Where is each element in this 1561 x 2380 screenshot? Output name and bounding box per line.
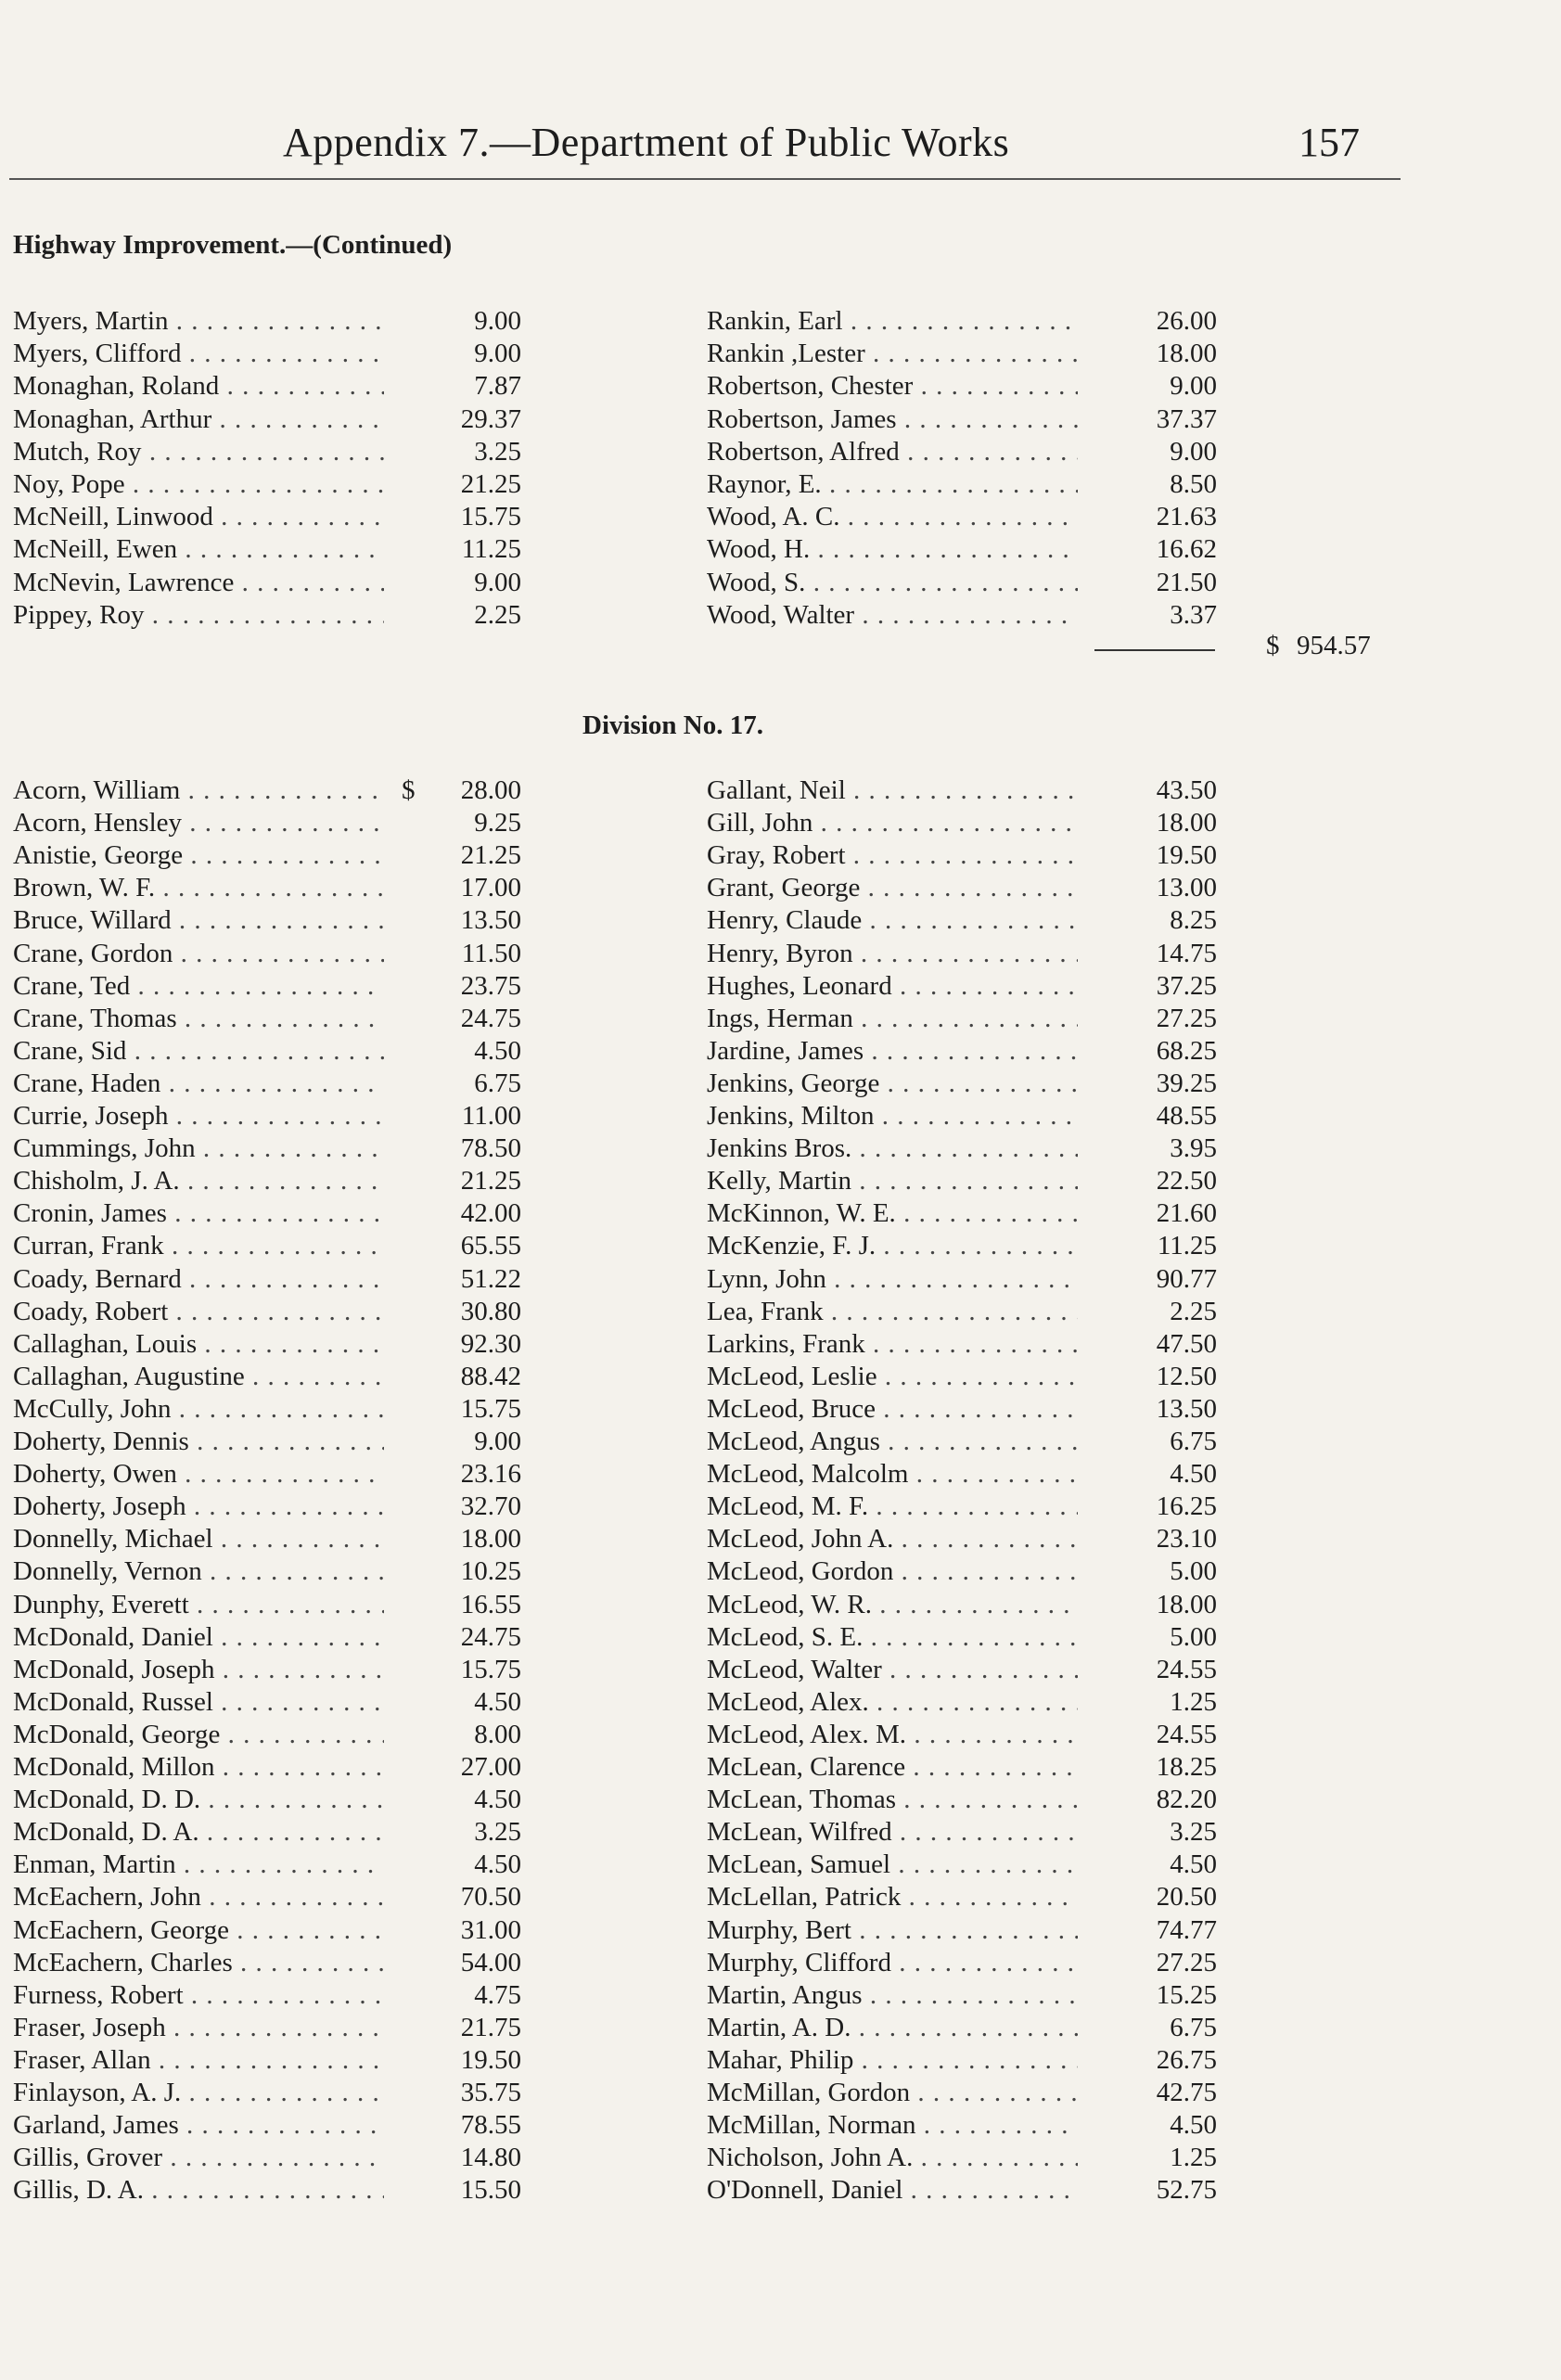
left-name: McEachern, John . . . [13, 1882, 384, 1913]
table-row [0, 775, 1561, 808]
table-row [0, 1720, 1561, 1752]
left-amount: 19.50 [460, 2044, 521, 2075]
right-name: McLeod, Bruce . . . [707, 1394, 1078, 1425]
left-amount: 3.25 [474, 436, 521, 467]
table-row [0, 1590, 1561, 1622]
table-row [0, 1166, 1561, 1198]
left-name: McDonald, George . . . [13, 1720, 384, 1750]
right-amount: 13.50 [1156, 1393, 1217, 1424]
left-amount: 21.25 [460, 469, 521, 499]
table-row [0, 1655, 1561, 1687]
right-amount: 16.25 [1156, 1491, 1217, 1522]
right-name: O'Donnell, Daniel . . . [707, 2175, 1078, 2206]
right-amount: 26.00 [1156, 306, 1217, 336]
table-row [0, 502, 1561, 534]
table-row [0, 1980, 1561, 2013]
left-amount: 9.00 [474, 567, 521, 597]
left-name: Fraser, Joseph . . . [13, 2013, 384, 2043]
left-name: Callaghan, Louis . . . [13, 1329, 384, 1360]
left-amount: 28.00 [460, 775, 521, 805]
table-row [0, 1362, 1561, 1394]
right-amount: 3.37 [1170, 599, 1217, 630]
right-amount: 5.00 [1170, 1621, 1217, 1652]
table-row [0, 469, 1561, 502]
left-name: Doherty, Owen . . . [13, 1459, 384, 1490]
left-name: Mutch, Roy . . . [13, 437, 384, 467]
table-row [0, 1915, 1561, 1948]
left-name: Myers, Martin . . . [13, 306, 384, 337]
left-amount: 15.75 [460, 1654, 521, 1684]
right-name: Nicholson, John A. . . . [707, 2143, 1078, 2173]
left-amount: 88.42 [460, 1361, 521, 1391]
left-amount: 78.50 [460, 1133, 521, 1164]
page-header [0, 119, 1561, 174]
left-name: McCully, John . . . [13, 1394, 384, 1425]
left-amount: 32.70 [460, 1491, 521, 1522]
left-name: Donnelly, Vernon . . . [13, 1556, 384, 1587]
right-name: Murphy, Clifford . . . [707, 1948, 1078, 1978]
right-name: McLeod, Alex. . . . [707, 1687, 1078, 1718]
left-amount: 27.00 [460, 1752, 521, 1782]
table-row [0, 1882, 1561, 1914]
left-amount: 35.75 [460, 2078, 521, 2107]
page-title: Appendix 7.—Department of Public Works [283, 120, 1010, 165]
right-amount: 47.50 [1156, 1328, 1217, 1359]
left-name: Doherty, Joseph . . . [13, 1491, 384, 1522]
right-name: Wood, H. . . . [707, 534, 1078, 565]
right-amount: 37.25 [1156, 970, 1217, 1001]
left-amount: 4.50 [474, 1849, 521, 1880]
left-amount: 21.25 [460, 1166, 521, 1196]
right-name: Murphy, Bert . . . [707, 1915, 1078, 1946]
right-amount: 3.95 [1170, 1133, 1217, 1164]
left-amount: 17.00 [460, 873, 521, 903]
right-name: Ings, Herman . . . [707, 1004, 1078, 1034]
right-amount: 4.50 [1170, 1849, 1217, 1880]
right-name: Robertson, James . . . [707, 404, 1078, 435]
section-total: 954.57 [1297, 631, 1371, 660]
left-amount: 24.75 [460, 1003, 521, 1033]
table-row [0, 1036, 1561, 1068]
right-amount: 24.55 [1156, 1654, 1217, 1684]
table-row [0, 1101, 1561, 1133]
left-name: Pippey, Roy . . . [13, 600, 384, 631]
right-amount: 27.25 [1156, 1947, 1217, 1977]
left-amount: 4.50 [474, 1035, 521, 1066]
right-amount: 52.75 [1156, 2175, 1217, 2206]
right-name: Jenkins, George . . . [707, 1068, 1078, 1099]
right-amount: 37.37 [1156, 403, 1217, 434]
left-amount: 16.55 [460, 1589, 521, 1619]
left-name: Dunphy, Everett . . . [13, 1590, 384, 1620]
table-row [0, 2143, 1561, 2175]
table-row [0, 2045, 1561, 2078]
table-row [0, 1556, 1561, 1589]
right-amount: 26.75 [1156, 2044, 1217, 2075]
section-title-division: Division No. 17. [582, 710, 763, 740]
right-name: McLeod, M. F. . . . [707, 1491, 1078, 1522]
left-name: Fraser, Allan . . . [13, 2045, 384, 2076]
right-name: McLean, Samuel . . . [707, 1849, 1078, 1880]
left-name: Myers, Clifford . . . [13, 339, 384, 369]
right-amount: 43.50 [1156, 775, 1217, 805]
right-name: Jardine, James . . . [707, 1036, 1078, 1067]
table-row [0, 1785, 1561, 1817]
table-row [0, 600, 1561, 633]
right-name: McLeod, Leslie . . . [707, 1362, 1078, 1392]
right-name: Robertson, Chester . . . [707, 371, 1078, 402]
left-name: McDonald, Daniel . . . [13, 1622, 384, 1653]
left-name: Coady, Bernard . . . [13, 1264, 384, 1295]
left-amount: 23.16 [460, 1459, 521, 1490]
right-name: McLeod, Walter . . . [707, 1655, 1078, 1685]
table-row [0, 1329, 1561, 1362]
right-amount: 3.25 [1170, 1817, 1217, 1848]
right-amount: 19.50 [1156, 840, 1217, 871]
left-amount: 29.37 [460, 403, 521, 434]
right-name: McLellan, Patrick . . . [707, 1882, 1078, 1913]
table-row [0, 1491, 1561, 1524]
right-amount: 68.25 [1156, 1035, 1217, 1066]
right-amount: 18.25 [1156, 1752, 1217, 1782]
left-name: McNeill, Ewen . . . [13, 534, 384, 565]
right-amount: 11.25 [1157, 1231, 1217, 1261]
table-row [0, 873, 1561, 905]
right-amount: 12.50 [1156, 1361, 1217, 1391]
right-name: McLeod, S. E. . . . [707, 1622, 1078, 1653]
left-name: McDonald, Russel . . . [13, 1687, 384, 1718]
right-name: Jenkins, Milton . . . [707, 1101, 1078, 1132]
right-amount: 21.50 [1156, 567, 1217, 597]
left-amount: 14.80 [460, 2143, 521, 2173]
table-row [0, 1231, 1561, 1263]
right-amount: 15.25 [1156, 1979, 1217, 2010]
right-amount: 6.75 [1170, 1427, 1217, 1456]
left-amount: 11.25 [461, 534, 521, 565]
page-number: 157 [1299, 120, 1360, 165]
table-row [0, 1133, 1561, 1166]
right-name: Robertson, Alfred . . . [707, 437, 1078, 467]
right-name: Wood, S. . . . [707, 568, 1078, 598]
right-name: Kelly, Martin . . . [707, 1166, 1078, 1196]
right-name: Gallant, Neil . . . [707, 775, 1078, 806]
left-name: Crane, Haden . . . [13, 1068, 384, 1099]
section-title-highway: Highway Improvement.—(Continued) [13, 230, 453, 260]
right-amount: 4.50 [1170, 2110, 1217, 2141]
table-row [0, 1068, 1561, 1101]
left-amount: 15.75 [460, 1393, 521, 1424]
left-amount: 9.00 [474, 339, 521, 369]
table-row [0, 2175, 1561, 2207]
right-name: McLean, Wilfred . . . [707, 1817, 1078, 1848]
right-name: Mahar, Philip . . . [707, 2045, 1078, 2076]
left-amount: 8.00 [474, 1719, 521, 1749]
right-name: Raynor, E. . . . [707, 469, 1078, 500]
table-row [0, 339, 1561, 371]
left-name: Donnelly, Michael . . . [13, 1524, 384, 1555]
right-amount: 48.55 [1156, 1101, 1217, 1131]
right-name: Larkins, Frank . . . [707, 1329, 1078, 1360]
left-name: McEachern, George . . . [13, 1915, 384, 1946]
table-row [0, 1004, 1561, 1036]
left-amount: 9.25 [474, 808, 521, 838]
right-name: Wood, A. C. . . . [707, 502, 1078, 532]
left-name: Enman, Martin . . . [13, 1849, 384, 1880]
left-amount: 4.75 [474, 1979, 521, 2010]
left-name: Currie, Joseph . . . [13, 1101, 384, 1132]
left-amount: 24.75 [460, 1621, 521, 1652]
right-amount: 18.00 [1156, 808, 1217, 838]
left-name: Brown, W. F. . . . [13, 873, 384, 903]
table-row [0, 306, 1561, 339]
left-name: Monaghan, Arthur . . . [13, 404, 384, 435]
table-row [0, 1264, 1561, 1297]
table-row [0, 1394, 1561, 1427]
right-name: Jenkins Bros. . . . [707, 1133, 1078, 1164]
table-row [0, 1524, 1561, 1556]
left-amount: 54.00 [460, 1947, 521, 1977]
left-amount: 7.87 [474, 371, 521, 402]
left-amount: 51.22 [460, 1263, 521, 1294]
left-name: McDonald, Joseph . . . [13, 1655, 384, 1685]
left-name: Chisholm, J. A. . . . [13, 1166, 384, 1196]
left-name: Callaghan, Augustine . . . [13, 1362, 384, 1392]
right-amount: 20.50 [1156, 1882, 1217, 1913]
right-name: McLean, Thomas . . . [707, 1785, 1078, 1815]
left-name: McNevin, Lawrence . . . [13, 568, 384, 598]
table-row [0, 437, 1561, 469]
right-amount: 90.77 [1156, 1263, 1217, 1294]
right-name: Grant, George . . . [707, 873, 1078, 903]
right-name: Gill, John . . . [707, 808, 1078, 838]
left-amount: 15.50 [460, 2175, 521, 2206]
left-amount: 30.80 [460, 1296, 521, 1326]
right-name: McMillan, Norman . . . [707, 2110, 1078, 2141]
table-row [0, 1198, 1561, 1231]
left-name: McDonald, D. A. . . . [13, 1817, 384, 1848]
left-name: Crane, Ted . . . [13, 971, 384, 1002]
table-row [0, 939, 1561, 971]
currency-symbol: $ [402, 775, 416, 805]
right-name: Wood, Walter . . . [707, 600, 1078, 631]
table-row [0, 905, 1561, 938]
table-row [0, 1427, 1561, 1459]
left-amount: 21.75 [460, 2012, 521, 2042]
left-name: Bruce, Willard . . . [13, 905, 384, 936]
right-amount: 21.60 [1156, 1198, 1217, 1229]
right-name: Henry, Claude . . . [707, 905, 1078, 936]
table-row [0, 971, 1561, 1004]
right-name: Rankin ,Lester . . . [707, 339, 1078, 369]
right-amount: 4.50 [1170, 1459, 1217, 1490]
left-amount: 65.55 [460, 1231, 521, 1261]
right-amount: 18.00 [1156, 339, 1217, 369]
left-amount: 6.75 [474, 1068, 521, 1098]
right-amount: 39.25 [1156, 1068, 1217, 1098]
table-row [0, 808, 1561, 840]
right-amount: 8.50 [1170, 469, 1217, 499]
right-amount: 18.00 [1156, 1589, 1217, 1619]
table-row [0, 1459, 1561, 1491]
left-name: Crane, Gordon . . . [13, 939, 384, 969]
right-name: Martin, A. D. . . . [707, 2013, 1078, 2043]
left-amount: 9.00 [474, 306, 521, 336]
left-name: Cronin, James . . . [13, 1198, 384, 1229]
left-amount: 42.00 [460, 1198, 521, 1229]
left-name: Crane, Sid . . . [13, 1036, 384, 1067]
left-name: McDonald, Millon . . . [13, 1752, 384, 1783]
left-name: McEachern, Charles . . . [13, 1948, 384, 1978]
table-row [0, 1817, 1561, 1849]
table-row [0, 568, 1561, 600]
right-amount: 1.25 [1170, 2143, 1217, 2173]
right-amount: 27.25 [1156, 1003, 1217, 1033]
right-amount: 21.63 [1156, 502, 1217, 532]
left-name: Curran, Frank . . . [13, 1231, 384, 1261]
left-amount: 31.00 [460, 1914, 521, 1945]
table-row [0, 840, 1561, 873]
left-name: Acorn, William . . . [13, 775, 384, 806]
left-amount: 18.00 [460, 1524, 521, 1555]
right-amount: 42.75 [1156, 2078, 1217, 2107]
right-amount: 22.50 [1156, 1166, 1217, 1196]
right-name: McLeod, Alex. M. . . . [707, 1720, 1078, 1750]
table-row [0, 404, 1561, 437]
right-name: McKinnon, W. E. . . . [707, 1198, 1078, 1229]
right-name: Martin, Angus . . . [707, 1980, 1078, 2011]
left-name: Gillis, Grover . . . [13, 2143, 384, 2173]
right-name: McLeod, Gordon . . . [707, 1556, 1078, 1587]
right-amount: 2.25 [1170, 1296, 1217, 1326]
left-amount: 13.50 [460, 905, 521, 936]
left-name: McDonald, D. D. . . . [13, 1785, 384, 1815]
right-name: McMillan, Gordon . . . [707, 2078, 1078, 2108]
left-amount: 4.50 [474, 1785, 521, 1815]
left-amount: 11.00 [461, 1101, 521, 1131]
table-row [0, 2110, 1561, 2143]
left-amount: 92.30 [460, 1328, 521, 1359]
left-amount: 2.25 [474, 599, 521, 630]
left-amount: 3.25 [474, 1817, 521, 1848]
right-name: Henry, Byron . . . [707, 939, 1078, 969]
left-name: McNeill, Linwood . . . [13, 502, 384, 532]
table-row [0, 1622, 1561, 1655]
left-name: Acorn, Hensley . . . [13, 808, 384, 838]
left-name: Anistie, George . . . [13, 840, 384, 871]
right-amount: 1.25 [1170, 1686, 1217, 1717]
left-amount: 10.25 [460, 1556, 521, 1587]
left-name: Furness, Robert . . . [13, 1980, 384, 2011]
table-row [0, 2078, 1561, 2110]
right-amount: 6.75 [1170, 2012, 1217, 2042]
right-amount: 74.77 [1156, 1914, 1217, 1945]
left-name: Noy, Pope . . . [13, 469, 384, 500]
total-rule [1094, 649, 1215, 651]
right-name: Lea, Frank . . . [707, 1297, 1078, 1327]
left-name: Crane, Thomas . . . [13, 1004, 384, 1034]
right-name: McLean, Clarence . . . [707, 1752, 1078, 1783]
left-name: Finlayson, A. J. . . . [13, 2078, 384, 2108]
left-amount: 11.50 [461, 938, 521, 968]
left-name: Monaghan, Roland . . . [13, 371, 384, 402]
right-amount: 14.75 [1156, 938, 1217, 968]
right-name: McLeod, John A. . . . [707, 1524, 1078, 1555]
table-row [0, 1948, 1561, 1980]
right-amount: 8.25 [1170, 905, 1217, 936]
left-amount: 4.50 [474, 1686, 521, 1717]
left-amount: 21.25 [460, 840, 521, 871]
right-amount: 82.20 [1156, 1785, 1217, 1815]
right-amount: 23.10 [1156, 1524, 1217, 1555]
right-name: McKenzie, F. J. . . . [707, 1231, 1078, 1261]
right-amount: 5.00 [1170, 1556, 1217, 1587]
right-name: Rankin, Earl . . . [707, 306, 1078, 337]
right-name: Hughes, Leonard . . . [707, 971, 1078, 1002]
right-name: Gray, Robert . . . [707, 840, 1078, 871]
left-name: Garland, James . . . [13, 2110, 384, 2141]
right-name: McLeod, Malcolm . . . [707, 1459, 1078, 1490]
right-name: McLeod, W. R. . . . [707, 1590, 1078, 1620]
left-name: Doherty, Dennis . . . [13, 1427, 384, 1457]
table-row [0, 1849, 1561, 1882]
table-row [0, 2013, 1561, 2045]
right-amount: 13.00 [1156, 873, 1217, 903]
table-row [0, 1297, 1561, 1329]
table-row [0, 1752, 1561, 1785]
right-amount: 16.62 [1156, 534, 1217, 565]
right-name: Lynn, John . . . [707, 1264, 1078, 1295]
left-name: Gillis, D. A. . . . [13, 2175, 384, 2206]
table-row [0, 371, 1561, 403]
right-amount: 9.00 [1170, 436, 1217, 467]
right-amount: 24.55 [1156, 1719, 1217, 1749]
left-amount: 15.75 [460, 502, 521, 532]
left-amount: 9.00 [474, 1427, 521, 1456]
header-rule [9, 178, 1401, 180]
left-name: Cummings, John . . . [13, 1133, 384, 1164]
left-amount: 70.50 [460, 1882, 521, 1913]
table-row [0, 534, 1561, 567]
total-currency: $ [1266, 631, 1280, 660]
table-row [0, 1687, 1561, 1720]
left-amount: 78.55 [460, 2110, 521, 2141]
right-name: McLeod, Angus . . . [707, 1427, 1078, 1457]
left-amount: 23.75 [460, 970, 521, 1001]
right-amount: 9.00 [1170, 371, 1217, 402]
left-name: Coady, Robert . . . [13, 1297, 384, 1327]
